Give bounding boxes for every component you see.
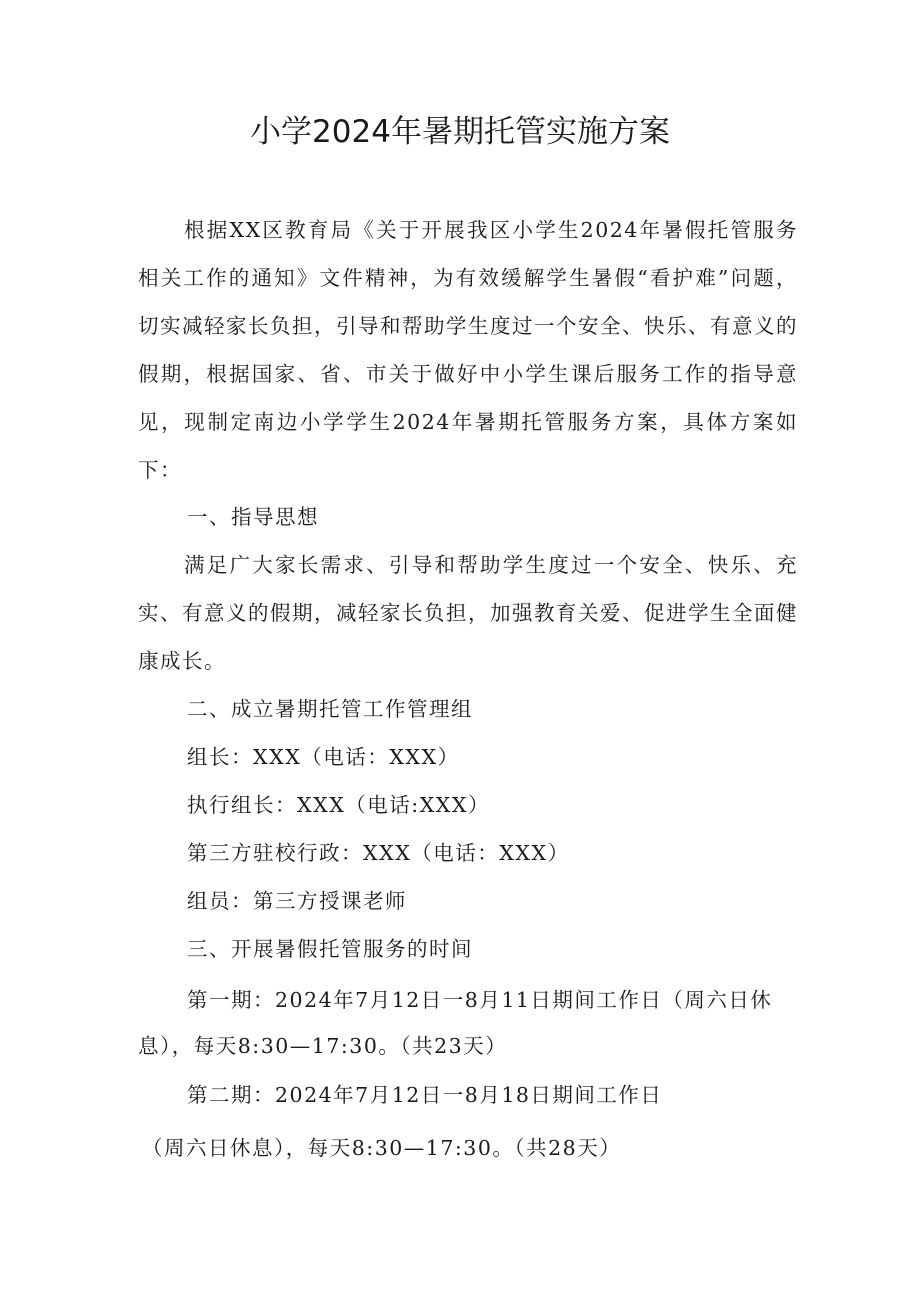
group-leader-line: 组长：XXX（电话：XXX）: [187, 745, 460, 769]
period-two-line-2: （周六日休息），每天8:30—17:30。（共28天）: [142, 1136, 622, 1160]
document-title: 小学2024年暑期托管实施方案: [250, 114, 670, 150]
period-one-line-1: 第一期：2024年7月12日一8月11日期间工作日（周六日休: [187, 988, 773, 1012]
members-line: 组员：第三方授课老师: [187, 889, 407, 913]
section-heading-service-time: 三、开展暑假托管服务的时间: [187, 937, 473, 961]
executive-leader-line: 执行组长：XXX（电话:XXX）: [187, 793, 490, 817]
period-one-line-2: 息），每天8:30—17:30。（共23天）: [138, 1034, 508, 1058]
period-two-line-1: 第二期：2024年7月12日一8月18日期间工作日: [187, 1083, 663, 1107]
section-heading-guiding-ideology: 一、指导思想: [187, 505, 319, 529]
third-party-admin-line: 第三方驻校行政：XXX（电话：XXX）: [187, 841, 570, 865]
intro-paragraph: 根据XX区教育局《关于开展我区小学生2024年暑假托管服务相关工作的通知》文件精神，为有效缓解学生暑假“看护难”问题，切实减轻家长负担，引导和帮助学生度过一个安全、快乐、有意义的假期，根据国家、省、市关于做好中小学生课后服务工作的指导意见，现制定南边小学学生2024年暑期托管服务方案，具体方案如下：: [138, 218, 798, 482]
section-heading-management-group: 二、成立暑期托管工作管理组: [187, 697, 473, 721]
guiding-ideology-paragraph: 满足广大家长需求、引导和帮助学生度过一个安全、快乐、充实、有意义的假期，减轻家长负担，加强教育关爱、促进学生全面健康成长。: [138, 553, 798, 673]
